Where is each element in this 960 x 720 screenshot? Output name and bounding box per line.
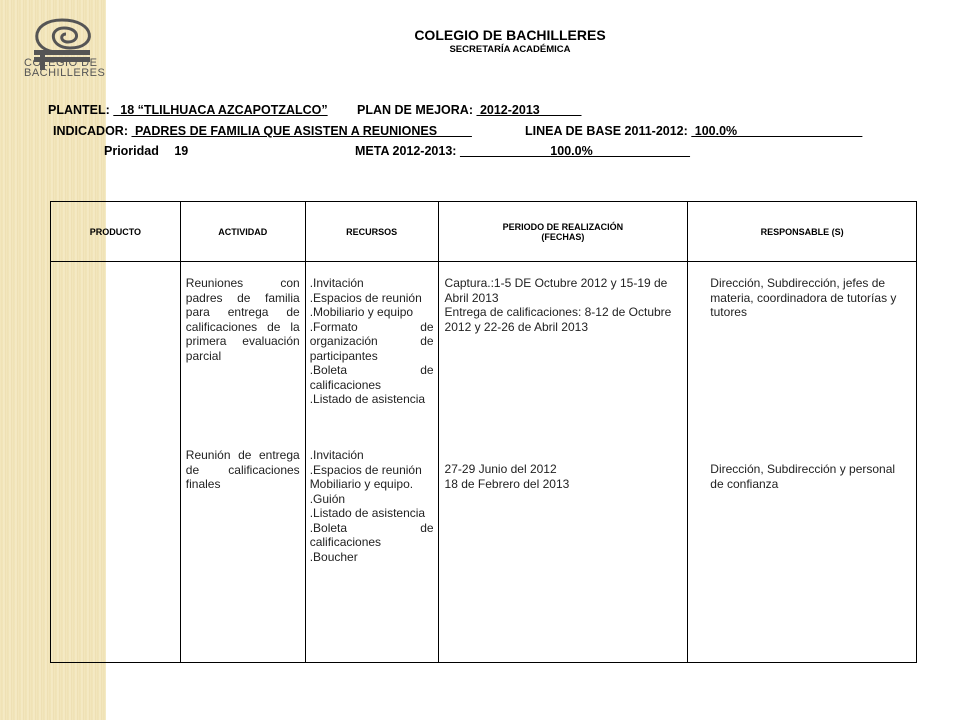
recursos-group-1 [310,276,434,448]
actividad-item-2: Reunión de entrega de calificaciones finales [185,448,300,491]
periodo-group-2 [445,462,682,491]
header-producto: PRODUCTO [51,202,181,262]
recursos-group-2 [310,448,434,564]
periodo-item: Captura.:1-5 DE Octubre 2012 y 15-19 de Abril 2013 [444,276,668,305]
improvement-plan-table [50,201,917,663]
indicador-label: INDICADOR: [53,124,128,138]
recurso-item: .Formato de organización de participantes [309,319,434,363]
indicador-value: PADRES DE FAMILIA QUE ASISTEN A REUNIONES_____ [131,124,472,138]
plantel-line [48,103,328,117]
plan-label: PLAN DE MEJORA: [357,103,473,117]
institution-title: COLEGIO DE BACHILLERES [414,27,606,43]
linea-base-label: LINEA DE BASE 2011-2012: [525,124,688,138]
meta-value: ___ _________100.0%______________ [459,144,691,158]
recurso-item: .Boucher [309,549,358,564]
recurso-item: .Mobiliario y equipo [309,305,414,319]
actividad-cell [180,262,305,663]
actividad-item-1: Reuniones con padres de familia para entrega de calificaciones de la primera evaluación parcial [185,276,300,363]
header-periodo [438,202,688,262]
header-recursos: RECURSOS [305,202,438,262]
linea-base-line [525,124,862,138]
recurso-item: .Listado de asistencia [309,392,426,406]
logo-text-line2: BACHILLERES [24,67,106,79]
meta-line [355,144,690,158]
responsable-cell [688,262,917,663]
recurso-item: .Espacios de reunión [309,462,422,477]
recurso-item: .Boleta de calificaciones [309,363,434,392]
header-periodo-text: PERIODO DE REALIZACIÓN (FECHAS) [502,221,624,242]
recurso-item: .Espacios de reunión [309,290,422,305]
table-header-row [51,202,917,262]
header-actividad: ACTIVIDAD [180,202,305,262]
logo-text [24,58,105,78]
periodo-cell [438,262,688,663]
plantel-value: 18 “TLILHUACA AZCAPOTZALCO” [113,103,328,117]
plan-line [357,103,581,117]
plantel-label: PLANTEL: [48,103,110,117]
header-responsable: RESPONSABLE (S) [688,202,917,262]
meta-label: META 2012-2013: [355,144,457,158]
department-subtitle: SECRETARÍA ACADÉMICA [449,44,571,55]
recurso-item: .Guión [309,491,346,506]
periodo-item: Entrega de calificaciones: 8-12 de Octubre 2012 y 22-26 de Abril 2013 [444,305,672,334]
periodo-group-1 [445,276,682,462]
table-body-row [51,262,917,663]
recursos-cell [305,262,438,663]
prioridad-value: 19 [174,144,189,158]
recurso-item: .Listado de asistencia [309,506,426,520]
periodo-item: 18 de Febrero del 2013 [444,476,570,491]
linea-base-value: 100.0%__________________ [691,124,863,138]
periodo-item: 27-29 Junio del 2012 [444,462,557,476]
recurso-item: .Invitación [309,448,364,462]
prioridad-line [104,144,188,158]
indicador-line [53,124,472,138]
plan-value: 2012-2013______ [476,103,582,117]
producto-cell [51,262,181,663]
logo-text-line1: COLEGIO DE [24,57,98,69]
responsable-item-1: Dirección, Subdirección, jefes de materia, coordinadora de tutorías y tutores [710,276,897,319]
recurso-item: Mobiliario y equipo. [309,477,414,491]
responsable-item-2: Dirección, Subdirección y personal de confianza [710,462,896,491]
recurso-item: .Invitación [309,276,364,290]
recurso-item: .Boleta de calificaciones [309,520,434,549]
prioridad-label: Prioridad [104,144,159,158]
